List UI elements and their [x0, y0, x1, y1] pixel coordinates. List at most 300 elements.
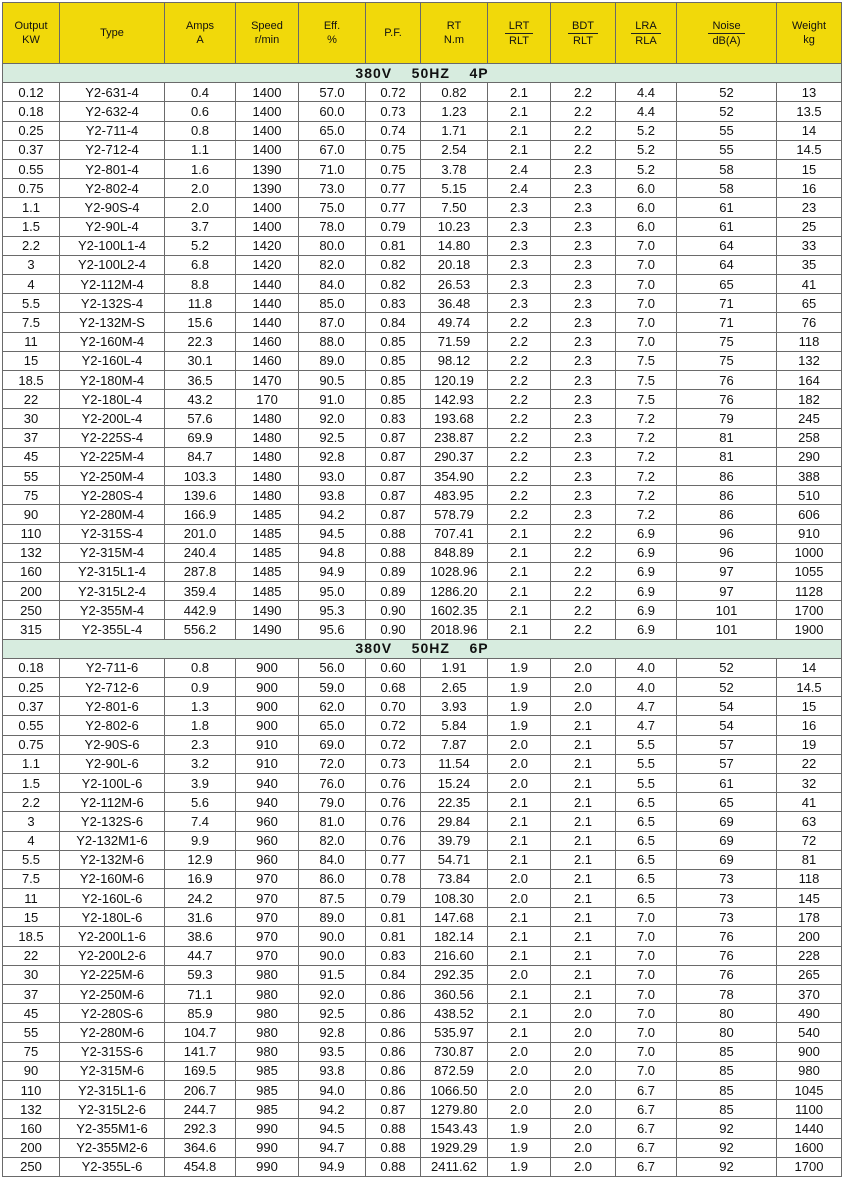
- table-cell: 0.82: [366, 275, 421, 294]
- table-cell: 0.72: [366, 735, 421, 754]
- table-cell: 58: [677, 179, 777, 198]
- table-cell: 960: [236, 831, 299, 850]
- table-cell: 201.0: [165, 524, 236, 543]
- table-cell: 25: [777, 217, 842, 236]
- table-cell: 7.2: [616, 447, 677, 466]
- table-cell: Y2-160L-4: [60, 351, 165, 370]
- table-cell: 1400: [236, 102, 299, 121]
- table-cell: 0.18: [3, 102, 60, 121]
- table-cell: 76.0: [299, 773, 366, 792]
- table-cell: Y2-711-4: [60, 121, 165, 140]
- table-cell: 2.1: [551, 965, 616, 984]
- table-cell: 2.2: [551, 562, 616, 581]
- table-cell: 86: [677, 486, 777, 505]
- table-cell: 32: [777, 773, 842, 792]
- table-cell: 1400: [236, 140, 299, 159]
- table-cell: 78.0: [299, 217, 366, 236]
- table-cell: 57.6: [165, 409, 236, 428]
- table-cell: 2.1: [551, 735, 616, 754]
- table-cell: 101: [677, 620, 777, 639]
- table-cell: 38.6: [165, 927, 236, 946]
- table-cell: 94.2: [299, 1100, 366, 1119]
- table-cell: 2.0: [488, 1042, 551, 1061]
- table-cell: 2.0: [165, 179, 236, 198]
- table-cell: 2.2: [488, 428, 551, 447]
- table-cell: 94.0: [299, 1080, 366, 1099]
- table-cell: 2.3: [551, 217, 616, 236]
- table-row: [3, 1080, 842, 1099]
- table-cell: 19: [777, 735, 842, 754]
- table-cell: 0.68: [366, 678, 421, 697]
- table-cell: 0.88: [366, 1119, 421, 1138]
- table-cell: 2.0: [551, 658, 616, 677]
- table-cell: 1.23: [421, 102, 488, 121]
- table-cell: Y2-315L1-6: [60, 1080, 165, 1099]
- table-row: [3, 985, 842, 1004]
- table-cell: 85.9: [165, 1004, 236, 1023]
- table-cell: 0.37: [3, 140, 60, 159]
- table-cell: 2.1: [551, 889, 616, 908]
- table-cell: 7.0: [616, 332, 677, 351]
- table-cell: 4.0: [616, 678, 677, 697]
- table-cell: 0.12: [3, 83, 60, 102]
- table-cell: 3.9: [165, 773, 236, 792]
- table-cell: 2.3: [551, 332, 616, 351]
- table-cell: 454.8: [165, 1157, 236, 1176]
- table-cell: 145: [777, 889, 842, 908]
- table-cell: 14: [777, 121, 842, 140]
- table-cell: 0.86: [366, 985, 421, 1004]
- table-cell: 44.7: [165, 946, 236, 965]
- table-cell: Y2-280M-4: [60, 505, 165, 524]
- table-row: [3, 601, 842, 620]
- table-cell: 81.0: [299, 812, 366, 831]
- table-cell: 2.3: [551, 351, 616, 370]
- table-cell: 6.9: [616, 562, 677, 581]
- table-cell: 9.9: [165, 831, 236, 850]
- table-cell: 69.9: [165, 428, 236, 447]
- table-row: [3, 582, 842, 601]
- table-cell: 7.0: [616, 908, 677, 927]
- table-cell: 132: [777, 351, 842, 370]
- table-cell: 2.3: [551, 313, 616, 332]
- table-cell: 1400: [236, 83, 299, 102]
- table-cell: 93.8: [299, 486, 366, 505]
- table-cell: 244.7: [165, 1100, 236, 1119]
- table-cell: 93.5: [299, 1042, 366, 1061]
- table-cell: 2.0: [551, 1119, 616, 1138]
- table-cell: 970: [236, 946, 299, 965]
- table-cell: 92.0: [299, 409, 366, 428]
- table-cell: 2.2: [488, 466, 551, 485]
- table-cell: 7.5: [616, 371, 677, 390]
- table-cell: 87.5: [299, 889, 366, 908]
- table-cell: 24.2: [165, 889, 236, 908]
- table-cell: 6.0: [616, 198, 677, 217]
- table-cell: 980: [236, 985, 299, 1004]
- table-cell: 69: [677, 812, 777, 831]
- table-cell: 707.41: [421, 524, 488, 543]
- table-row: [3, 505, 842, 524]
- table-cell: 900: [236, 678, 299, 697]
- table-cell: 92: [677, 1138, 777, 1157]
- table-cell: 75.0: [299, 198, 366, 217]
- table-cell: 2.1: [488, 946, 551, 965]
- table-cell: 6.5: [616, 850, 677, 869]
- table-cell: 6.7: [616, 1080, 677, 1099]
- table-cell: Y2-802-4: [60, 179, 165, 198]
- table-cell: 92.8: [299, 447, 366, 466]
- table-cell: 535.97: [421, 1023, 488, 1042]
- table-cell: 90.0: [299, 946, 366, 965]
- table-cell: 0.18: [3, 658, 60, 677]
- col-weight: Weight kg: [777, 3, 842, 64]
- table-cell: 93.0: [299, 466, 366, 485]
- table-cell: 2.2: [488, 371, 551, 390]
- table-cell: 578.79: [421, 505, 488, 524]
- table-cell: 94.7: [299, 1138, 366, 1157]
- table-cell: 2.1: [551, 869, 616, 888]
- table-cell: 0.6: [165, 102, 236, 121]
- table-cell: 238.87: [421, 428, 488, 447]
- table-cell: 910: [236, 735, 299, 754]
- table-cell: 2411.62: [421, 1157, 488, 1176]
- table-cell: 0.70: [366, 697, 421, 716]
- table-cell: Y2-90L-4: [60, 217, 165, 236]
- table-cell: 73.84: [421, 869, 488, 888]
- table-cell: 5.84: [421, 716, 488, 735]
- table-cell: 1.1: [165, 140, 236, 159]
- table-cell: 36.5: [165, 371, 236, 390]
- table-cell: 2.1: [551, 985, 616, 1004]
- table-cell: 69.0: [299, 735, 366, 754]
- table-cell: 6.0: [616, 217, 677, 236]
- table-cell: 91.5: [299, 965, 366, 984]
- table-cell: 97: [677, 562, 777, 581]
- table-cell: 57: [677, 735, 777, 754]
- table-row: [3, 908, 842, 927]
- table-cell: 81: [677, 447, 777, 466]
- table-cell: 94.5: [299, 1119, 366, 1138]
- table-cell: 69: [677, 831, 777, 850]
- table-cell: 970: [236, 927, 299, 946]
- table-cell: 2.3: [551, 428, 616, 447]
- table-row: [3, 1042, 842, 1061]
- table-cell: 900: [236, 697, 299, 716]
- table-row: [3, 1138, 842, 1157]
- table-cell: 72: [777, 831, 842, 850]
- table-cell: 52: [677, 102, 777, 121]
- table-cell: 65.0: [299, 716, 366, 735]
- table-cell: Y2-250M-6: [60, 985, 165, 1004]
- table-cell: 65: [677, 793, 777, 812]
- table-cell: 29.84: [421, 812, 488, 831]
- table-row: [3, 1023, 842, 1042]
- table-cell: 79.0: [299, 793, 366, 812]
- table-row: [3, 678, 842, 697]
- table-cell: 980: [777, 1061, 842, 1080]
- table-cell: 59.0: [299, 678, 366, 697]
- table-cell: Y2-200L2-6: [60, 946, 165, 965]
- table-cell: 14.80: [421, 236, 488, 255]
- table-cell: 2.1: [488, 927, 551, 946]
- table-cell: 4: [3, 275, 60, 294]
- table-cell: 1440: [236, 313, 299, 332]
- table-cell: 2.1: [551, 754, 616, 773]
- table-cell: 56.0: [299, 658, 366, 677]
- table-cell: 170: [236, 390, 299, 409]
- table-cell: 52: [677, 658, 777, 677]
- table-cell: Y2-100L1-4: [60, 236, 165, 255]
- table-cell: 7.0: [616, 275, 677, 294]
- table-cell: Y2-225S-4: [60, 428, 165, 447]
- table-cell: 16.9: [165, 869, 236, 888]
- table-cell: 6.5: [616, 889, 677, 908]
- table-cell: 76: [677, 965, 777, 984]
- table-cell: 1.1: [3, 198, 60, 217]
- table-cell: 15: [3, 351, 60, 370]
- table-cell: 0.85: [366, 332, 421, 351]
- table-cell: 5.2: [616, 159, 677, 178]
- table-cell: Y2-112M-6: [60, 793, 165, 812]
- table-cell: 22: [777, 754, 842, 773]
- table-cell: 0.9: [165, 678, 236, 697]
- table-cell: 0.87: [366, 1100, 421, 1119]
- table-cell: 160: [3, 1119, 60, 1138]
- table-row: [3, 313, 842, 332]
- table-row: [3, 1119, 842, 1138]
- table-cell: 84.0: [299, 850, 366, 869]
- table-cell: Y2-132S-4: [60, 294, 165, 313]
- table-cell: 132: [3, 543, 60, 562]
- table-cell: 76: [677, 390, 777, 409]
- table-cell: 0.86: [366, 1061, 421, 1080]
- header-row: [3, 3, 842, 64]
- table-cell: 7.0: [616, 294, 677, 313]
- table-cell: 1.5: [3, 217, 60, 236]
- table-cell: 7.0: [616, 965, 677, 984]
- table-cell: 2018.96: [421, 620, 488, 639]
- table-cell: 2.1: [488, 524, 551, 543]
- table-cell: 1490: [236, 601, 299, 620]
- table-row: [3, 927, 842, 946]
- table-row: [3, 140, 842, 159]
- table-cell: 2.0: [488, 1061, 551, 1080]
- table-cell: 30: [3, 965, 60, 984]
- table-cell: 2.1: [488, 83, 551, 102]
- table-cell: 92.0: [299, 985, 366, 1004]
- col-lra: LRA RLA: [616, 3, 677, 64]
- table-cell: 0.37: [3, 697, 60, 716]
- table-cell: 1045: [777, 1080, 842, 1099]
- table-cell: 354.90: [421, 466, 488, 485]
- table-cell: 0.87: [366, 466, 421, 485]
- table-cell: 2.3: [551, 466, 616, 485]
- table-cell: 1055: [777, 562, 842, 581]
- table-cell: 0.76: [366, 831, 421, 850]
- table-cell: 872.59: [421, 1061, 488, 1080]
- table-cell: 90: [3, 1061, 60, 1080]
- table-cell: 900: [777, 1042, 842, 1061]
- table-cell: Y2-160M-6: [60, 869, 165, 888]
- table-cell: Y2-160L-6: [60, 889, 165, 908]
- col-rt: RT N.m: [421, 3, 488, 64]
- table-cell: 0.82: [421, 83, 488, 102]
- table-cell: 54: [677, 716, 777, 735]
- table-cell: Y2-801-4: [60, 159, 165, 178]
- table-cell: 147.68: [421, 908, 488, 927]
- table-cell: Y2-90S-6: [60, 735, 165, 754]
- table-cell: 292.35: [421, 965, 488, 984]
- table-cell: 1485: [236, 524, 299, 543]
- table-cell: 0.86: [366, 1004, 421, 1023]
- col-speed: Speed r/min: [236, 3, 299, 64]
- table-cell: 4.4: [616, 102, 677, 121]
- table-cell: 2.1: [488, 850, 551, 869]
- table-cell: 1066.50: [421, 1080, 488, 1099]
- table-cell: 4.4: [616, 83, 677, 102]
- table-cell: 1485: [236, 505, 299, 524]
- table-cell: 92.8: [299, 1023, 366, 1042]
- table-cell: 2.1: [551, 946, 616, 965]
- table-cell: 6.0: [616, 179, 677, 198]
- table-cell: 1286.20: [421, 582, 488, 601]
- table-cell: 960: [236, 850, 299, 869]
- table-cell: 315: [3, 620, 60, 639]
- table-cell: 1700: [777, 1157, 842, 1176]
- table-cell: 0.73: [366, 754, 421, 773]
- table-cell: 200: [3, 1138, 60, 1157]
- table-cell: Y2-315L2-6: [60, 1100, 165, 1119]
- table-cell: 2.1: [551, 793, 616, 812]
- table-cell: 7.2: [616, 428, 677, 447]
- table-cell: 6.9: [616, 543, 677, 562]
- table-row: [3, 198, 842, 217]
- table-cell: 2.1: [488, 620, 551, 639]
- table-cell: 0.75: [366, 159, 421, 178]
- table-cell: 970: [236, 889, 299, 908]
- table-cell: 2.2: [551, 601, 616, 620]
- table-cell: 2.2: [488, 505, 551, 524]
- table-cell: 54: [677, 697, 777, 716]
- table-cell: 86: [677, 466, 777, 485]
- table-cell: 2.2: [488, 486, 551, 505]
- table-cell: 1400: [236, 217, 299, 236]
- table-cell: Y2-132S-6: [60, 812, 165, 831]
- table-cell: 60.0: [299, 102, 366, 121]
- table-row: [3, 889, 842, 908]
- table-cell: 4.7: [616, 716, 677, 735]
- table-cell: 200: [777, 927, 842, 946]
- table-row: [3, 524, 842, 543]
- table-cell: 81: [777, 850, 842, 869]
- table-cell: 2.3: [488, 294, 551, 313]
- table-cell: 2.3: [551, 447, 616, 466]
- table-cell: 0.55: [3, 159, 60, 178]
- table-cell: 7.5: [616, 390, 677, 409]
- table-cell: 1480: [236, 447, 299, 466]
- table-cell: 2.3: [551, 486, 616, 505]
- table-cell: 7.2: [616, 409, 677, 428]
- table-cell: 94.5: [299, 524, 366, 543]
- table-cell: 72.0: [299, 754, 366, 773]
- table-cell: 6.7: [616, 1119, 677, 1138]
- table-cell: 16: [777, 179, 842, 198]
- table-row: [3, 754, 842, 773]
- table-cell: 6.5: [616, 869, 677, 888]
- table-cell: 52: [677, 83, 777, 102]
- table-cell: 76: [677, 946, 777, 965]
- table-cell: 2.1: [488, 831, 551, 850]
- table-cell: 2.1: [488, 562, 551, 581]
- table-cell: Y2-355M2-6: [60, 1138, 165, 1157]
- table-cell: Y2-250M-4: [60, 466, 165, 485]
- table-cell: 110: [3, 524, 60, 543]
- table-cell: 90.5: [299, 371, 366, 390]
- table-row: [3, 83, 842, 102]
- table-cell: 62.0: [299, 697, 366, 716]
- table-cell: 41: [777, 793, 842, 812]
- table-cell: 0.88: [366, 1157, 421, 1176]
- table-cell: 52: [677, 678, 777, 697]
- table-cell: 8.8: [165, 275, 236, 294]
- table-cell: 12.9: [165, 850, 236, 869]
- table-cell: 75: [3, 1042, 60, 1061]
- table-cell: 980: [236, 1042, 299, 1061]
- table-cell: 940: [236, 793, 299, 812]
- table-cell: 5.2: [616, 140, 677, 159]
- table-cell: 2.3: [551, 294, 616, 313]
- table-cell: 7.0: [616, 927, 677, 946]
- table-cell: 2.0: [488, 1100, 551, 1119]
- table-cell: 166.9: [165, 505, 236, 524]
- table-cell: 2.0: [488, 889, 551, 908]
- table-cell: 57.0: [299, 83, 366, 102]
- table-cell: 0.8: [165, 658, 236, 677]
- table-cell: 287.8: [165, 562, 236, 581]
- table-cell: Y2-90L-6: [60, 754, 165, 773]
- table-cell: 1480: [236, 409, 299, 428]
- table-cell: 2.3: [551, 236, 616, 255]
- table-cell: 3.93: [421, 697, 488, 716]
- table-cell: 91.0: [299, 390, 366, 409]
- table-cell: 92: [677, 1119, 777, 1138]
- table-cell: 5.2: [616, 121, 677, 140]
- table-row: [3, 965, 842, 984]
- table-row: [3, 697, 842, 716]
- table-row: [3, 735, 842, 754]
- table-cell: 0.85: [366, 390, 421, 409]
- table-cell: 848.89: [421, 543, 488, 562]
- table-cell: 26.53: [421, 275, 488, 294]
- table-cell: 1028.96: [421, 562, 488, 581]
- table-cell: 2.2: [488, 313, 551, 332]
- table-cell: 2.3: [551, 371, 616, 390]
- table-cell: 910: [777, 524, 842, 543]
- table-cell: 33: [777, 236, 842, 255]
- table-cell: 6.9: [616, 524, 677, 543]
- table-cell: 84.0: [299, 275, 366, 294]
- col-pf: P.F.: [366, 3, 421, 64]
- table-cell: 0.81: [366, 236, 421, 255]
- table-cell: 2.3: [165, 735, 236, 754]
- table-cell: 2.3: [488, 217, 551, 236]
- table-cell: 3.7: [165, 217, 236, 236]
- table-cell: Y2-280S-4: [60, 486, 165, 505]
- table-cell: 64: [677, 236, 777, 255]
- table-cell: 7.0: [616, 1004, 677, 1023]
- table-cell: 1400: [236, 198, 299, 217]
